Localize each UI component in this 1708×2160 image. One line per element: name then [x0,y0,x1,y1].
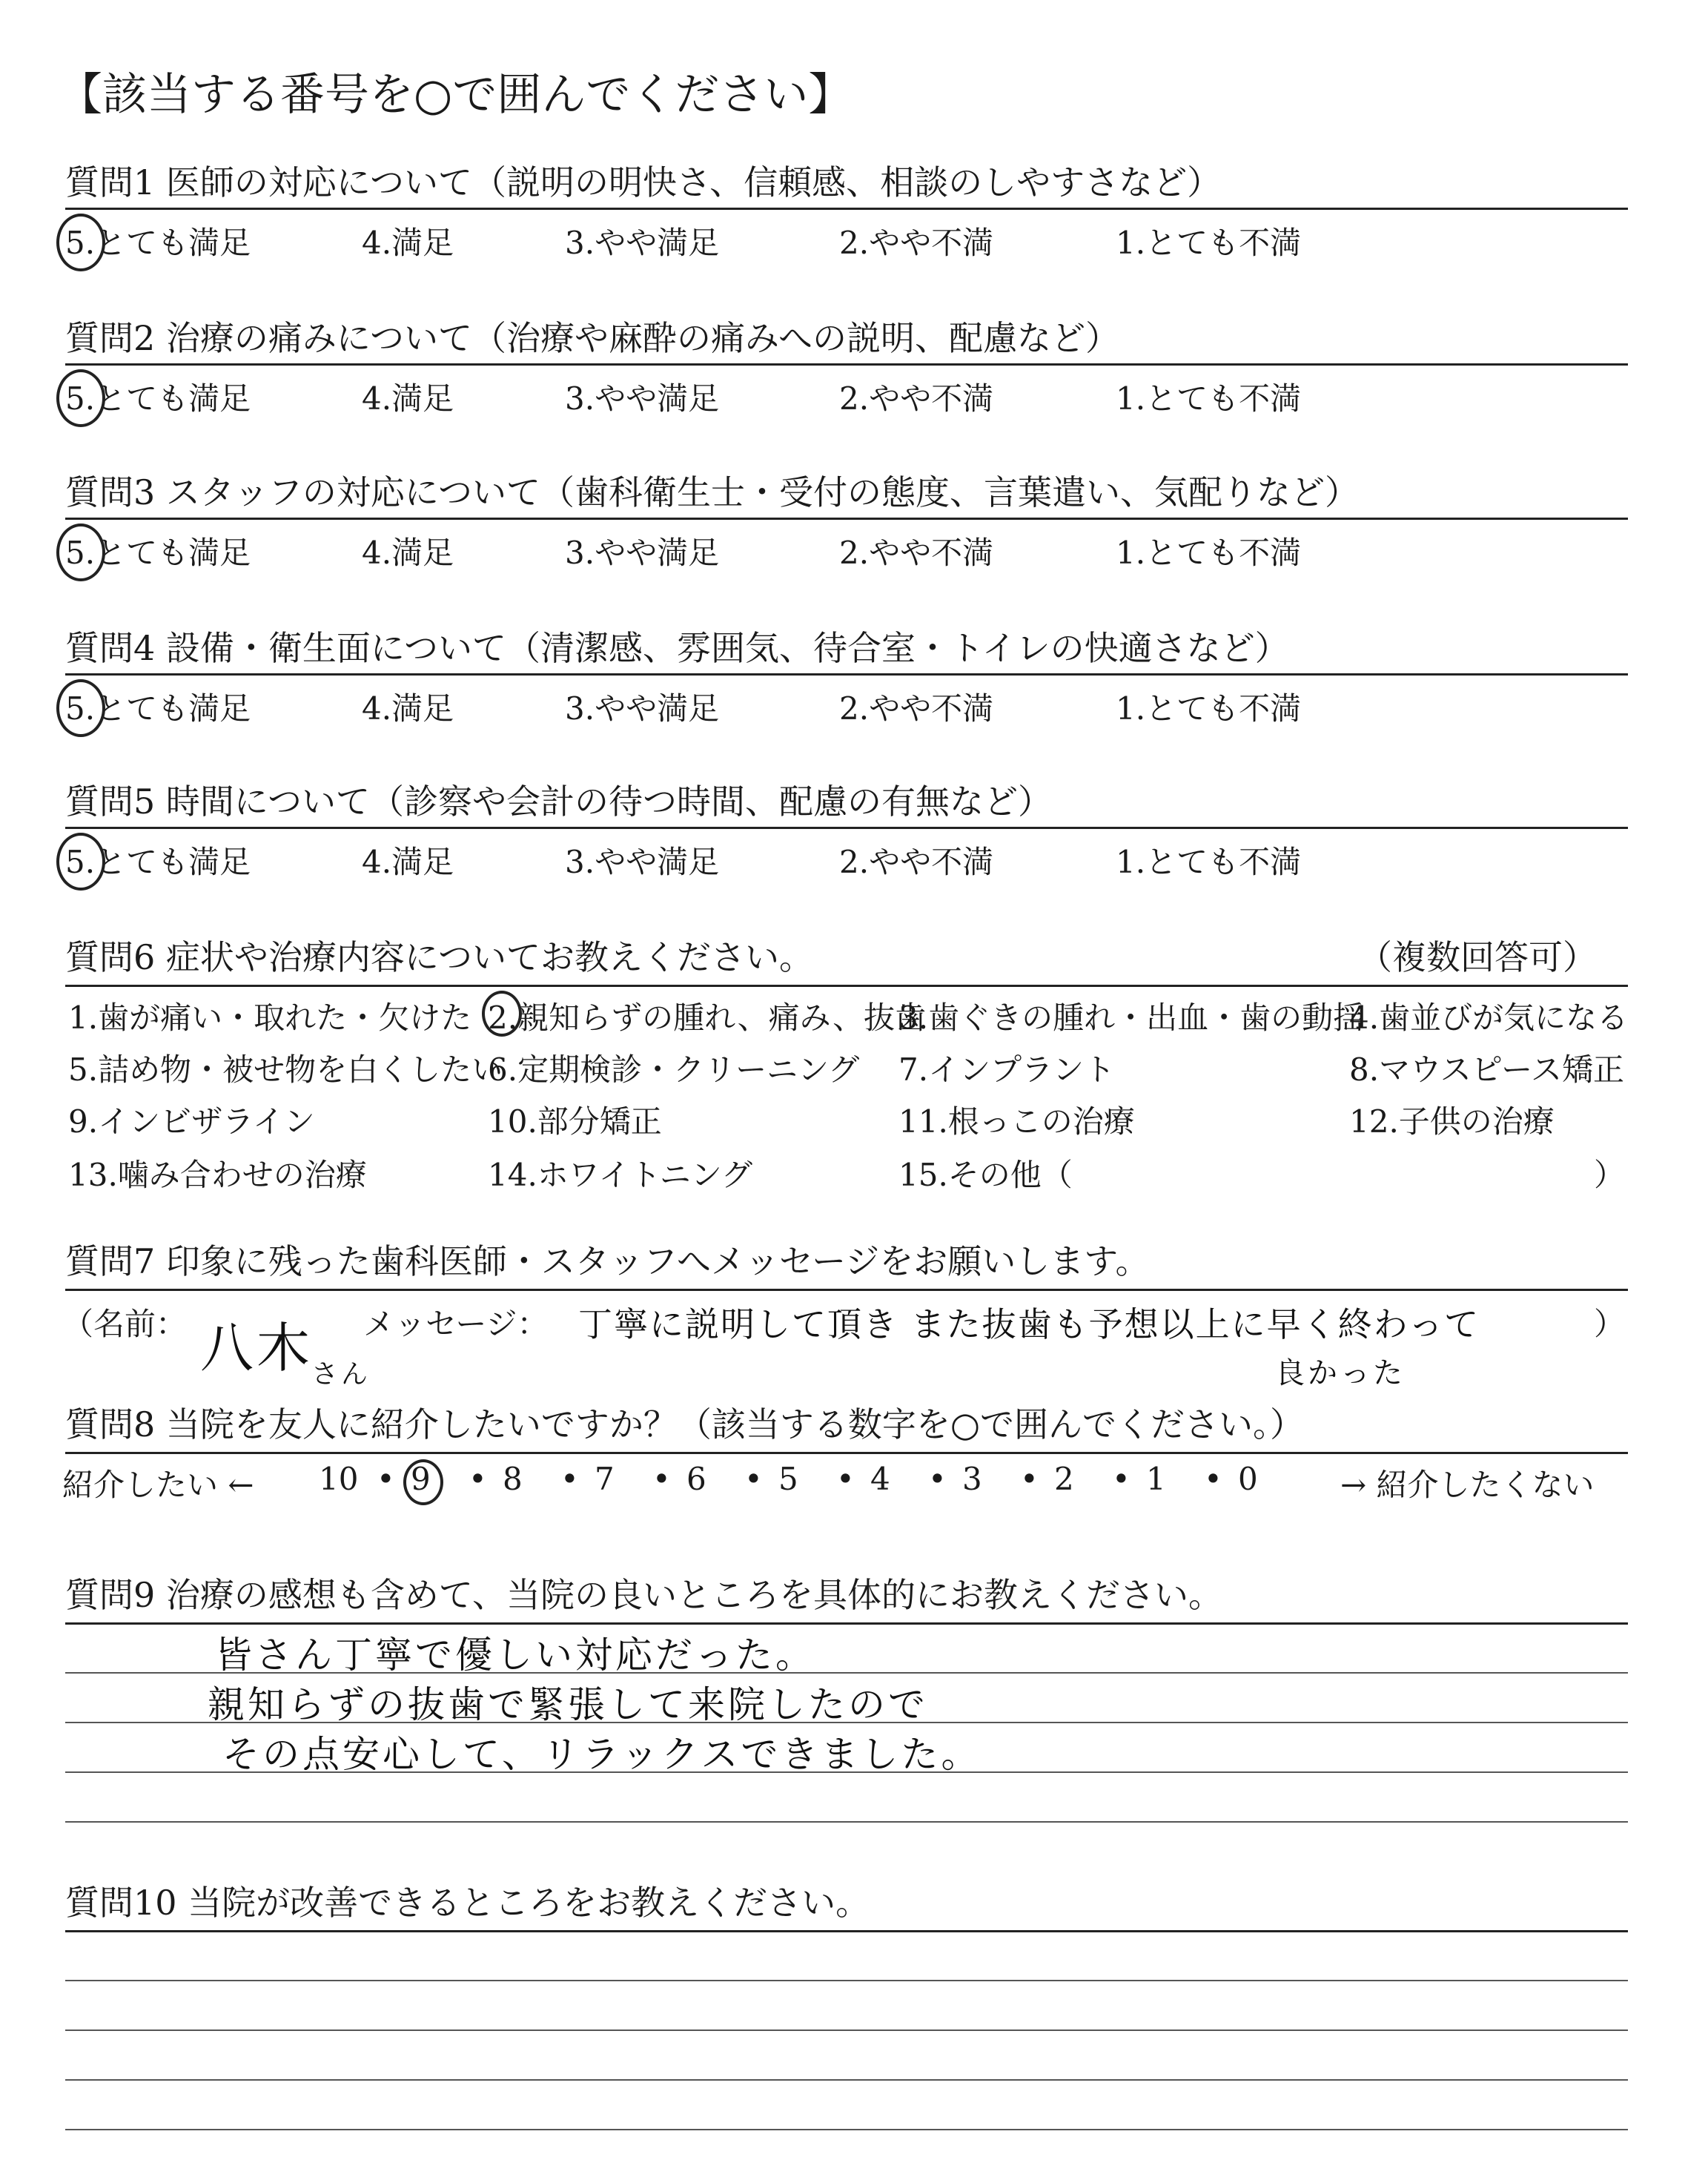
q10-line-3 [65,2029,1628,2031]
q7-name-suffix: さん [311,1359,371,1390]
q8-left-label: 紹介したい ← [62,1467,254,1503]
q9-answer-line1[interactable]: 皆さん丁寧で優しい対応だった。 [215,1634,815,1677]
q7-name-label: （名前： [62,1306,188,1342]
q6-rule [65,985,1628,987]
q1-option-5[interactable]: 5.とても満足 [65,225,251,261]
q6-option-4[interactable]: 4.歯並びが気になる [1349,1000,1629,1036]
q5-option-4[interactable]: 4.満足 [362,844,454,880]
q4-option-4[interactable]: 4.満足 [362,690,454,727]
q8-scale-0[interactable]: 0 [1238,1461,1258,1497]
q8-scale-dot: • [836,1461,855,1497]
q6-option-12[interactable]: 12.子供の治療 [1349,1103,1555,1140]
q6-note: （複数回答可） [1358,937,1597,977]
q2-option-3[interactable]: 3.やや満足 [565,380,720,417]
q7-rule [65,1289,1628,1291]
q9-answer-line2[interactable]: 親知らずの抜歯で緊張して来院したので [208,1683,928,1726]
q7-close-paren: ） [1594,1306,1626,1342]
q6-option-13[interactable]: 13.噛み合わせの治療 [68,1157,367,1193]
q2-label: 質問2 治療の痛みについて（治療や麻酔の痛みへの説明、配慮など） [65,318,1120,358]
q6-option-8[interactable]: 8.マウスピース矯正 [1349,1051,1625,1088]
q7-label: 質問7 印象に残った歯科医師・スタッフへメッセージをお願いします。 [65,1241,1150,1281]
q5-option-2[interactable]: 2.やや不満 [839,844,994,880]
q7-message-line2: 良かった [1275,1356,1406,1390]
q6-option-2[interactable]: 2.親知らずの腫れ、痛み、抜歯 [488,1000,927,1036]
q2-rule [65,363,1628,366]
q10-line-5 [65,2129,1628,2130]
q4-label: 質問4 設備・衛生面について（清潔感、雰囲気、待合室・トイレの快適さなど） [65,628,1289,668]
q2-option-5[interactable]: 5.とても満足 [65,380,251,417]
q7-message-line1[interactable]: 丁寧に説明して頂き また抜歯も予想以上に早く終わって [578,1304,1480,1344]
selection-circle [56,214,105,271]
q4-option-1[interactable]: 1.とても不満 [1116,690,1302,727]
q8-label: 質問8 当院を友人に紹介したいですか？（該当する数字を○で囲んでください。） [65,1404,1305,1444]
q4-rule [65,673,1628,676]
q6-other-close-paren: ） [1594,1157,1626,1193]
selection-circle [403,1459,443,1505]
q2-option-1[interactable]: 1.とても不満 [1116,380,1302,417]
q4-option-5[interactable]: 5.とても満足 [65,690,251,727]
selection-circle [56,833,105,891]
selection-circle [56,679,105,737]
form-title: 【該当する番号を○で囲んでください】 [58,69,853,121]
q6-option-10[interactable]: 10.部分矯正 [488,1103,662,1140]
q6-option-9[interactable]: 9.インビザライン [68,1103,315,1140]
q6-option-1[interactable]: 1.歯が痛い・取れた・欠けた [68,1000,472,1036]
q2-option-2[interactable]: 2.やや不満 [839,380,994,417]
q6-label: 質問6 症状や治療内容についてお教えください。 [65,937,813,977]
q8-scale-8[interactable]: 8 [503,1461,523,1497]
q1-rule [65,208,1628,210]
q10-rule [65,1930,1628,1932]
q8-scale-5[interactable]: 5 [778,1461,798,1497]
selection-circle [482,991,522,1037]
q3-option-4[interactable]: 4.満足 [362,535,454,571]
q3-option-5[interactable]: 5.とても満足 [65,535,251,571]
q8-scale-3[interactable]: 3 [962,1461,982,1497]
q5-label: 質問5 時間について（診察や会計の待つ時間、配慮の有無など） [65,782,1052,822]
q1-label: 質問1 医師の対応について（説明の明快さ、信頼感、相談のしやすさなど） [65,162,1222,202]
q8-scale-9[interactable]: 9 [411,1461,431,1497]
q10-line-2 [65,1980,1628,1981]
q4-option-3[interactable]: 3.やや満足 [565,690,720,727]
q3-label: 質問3 スタッフの対応について（歯科衛生士・受付の態度、言葉遣い、気配りなど） [65,472,1359,512]
q8-scale-7[interactable]: 7 [595,1461,615,1497]
q8-rule [65,1452,1628,1454]
q8-scale-dot: • [1112,1461,1131,1497]
q6-option-11[interactable]: 11.根っこの治療 [898,1103,1135,1140]
q8-scale-dot: • [1204,1461,1222,1497]
q5-option-3[interactable]: 3.やや満足 [565,844,720,880]
q1-option-4[interactable]: 4.満足 [362,225,454,261]
q3-option-1[interactable]: 1.とても不満 [1116,535,1302,571]
q8-right-label: → 紹介したくない [1340,1467,1595,1503]
q3-option-2[interactable]: 2.やや不満 [839,535,994,571]
q8-scale-dot: • [928,1461,947,1497]
q9-answer-line3[interactable]: その点安心して、リラックスできました。 [222,1733,982,1776]
q7-name-value[interactable]: 八木 [200,1317,314,1379]
q8-scale-10[interactable]: 10 [319,1461,359,1497]
q8-scale-1[interactable]: 1 [1146,1461,1166,1497]
q1-option-2[interactable]: 2.やや不満 [839,225,994,261]
q1-option-3[interactable]: 3.やや満足 [565,225,720,261]
selection-circle [56,369,105,427]
q10-line-4 [65,2079,1628,2081]
q8-scale-dot: • [1020,1461,1039,1497]
q6-option-7[interactable]: 7.インプラント [898,1051,1116,1088]
q8-scale-dot: • [652,1461,671,1497]
q5-option-5[interactable]: 5.とても満足 [65,844,251,880]
q8-scale-dot: • [377,1461,395,1497]
q6-option-6[interactable]: 6.定期検診・クリーニング [488,1051,860,1088]
q3-rule [65,518,1628,520]
q9-rule [65,1622,1628,1625]
q6-option-14[interactable]: 14.ホワイトニング [488,1157,753,1193]
q5-rule [65,827,1628,829]
q8-scale-4[interactable]: 4 [870,1461,890,1497]
q6-option-15[interactable]: 15.その他（ [898,1157,1073,1193]
q10-label: 質問10 当院が改善できるところをお教えください。 [65,1883,870,1923]
q5-option-1[interactable]: 1.とても不満 [1116,844,1302,880]
selection-circle [56,524,105,581]
q8-scale-dot: • [560,1461,579,1497]
q6-option-3[interactable]: 3.歯ぐきの腫れ・出血・歯の動揺 [898,1000,1365,1036]
q6-option-5[interactable]: 5.詰め物・被せ物を白くしたい [68,1051,503,1088]
q8-scale-6[interactable]: 6 [686,1461,706,1497]
q7-message-label: メッセージ： [363,1306,549,1342]
q8-scale-dot: • [744,1461,763,1497]
q2-option-4[interactable]: 4.満足 [362,380,454,417]
q8-scale-dot: • [469,1461,487,1497]
q9-label: 質問9 治療の感想も含めて、当院の良いところを具体的にお教えください。 [65,1575,1222,1615]
q4-option-2[interactable]: 2.やや不満 [839,690,994,727]
q8-scale-2[interactable]: 2 [1054,1461,1074,1497]
q9-line-5 [65,1821,1628,1823]
q3-option-3[interactable]: 3.やや満足 [565,535,720,571]
q1-option-1[interactable]: 1.とても不満 [1116,225,1302,261]
